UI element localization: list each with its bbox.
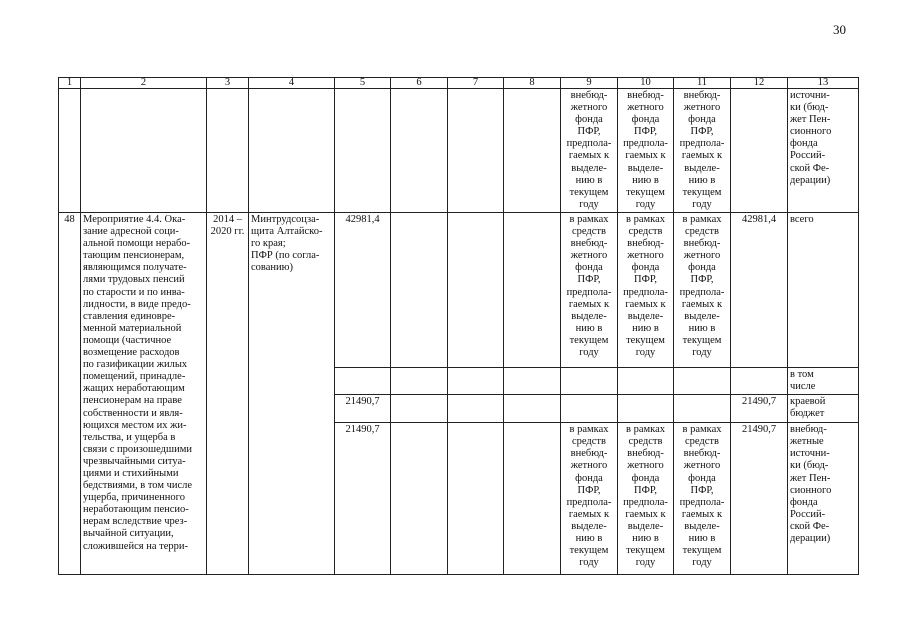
cell-empty — [448, 213, 504, 368]
activity-description: Мероприятие 4.4. Ока- зание адресной соци- альной помощи нерабо- тающим пенсионерам, являющимся получате- лями трудовых пенсий по старости и по инва- лидности, в виде предо- ставления единовре- менной материальной помощи (частичное возмещение расходов по газификации жилых помещений, принадле- жащих неработающим пенсионерам на праве собственности и явля- ющихся местом их жи- тельства, и ущерба в связи с произошедшими чрезвычайными ситуа- циями и стихийными бедствиями, в том числе ущерба, причиненного неработающим пенсио- нерам вследствие чрез- вычайной ситуации, сложившейся на терри- — [81, 213, 207, 575]
cell-empty — [448, 368, 504, 395]
header-cell: 10 — [618, 78, 674, 89]
source-label-cell: краевой бюджет — [788, 395, 859, 423]
cell-empty — [335, 89, 391, 213]
header-cell: 11 — [674, 78, 731, 89]
budget-table — [58, 77, 859, 575]
cell-empty — [391, 395, 448, 423]
cell-empty — [504, 213, 561, 368]
cell-empty — [504, 368, 561, 395]
cell-empty — [249, 89, 335, 213]
funding-source-cell: в рамках средств внебюд- жетного фонда ПФР, предпола- гаемых к выделе- нию в текущем году — [674, 213, 731, 368]
header-cell: 13 — [788, 78, 859, 89]
header-row — [59, 78, 859, 89]
continuation-row — [59, 89, 859, 213]
source-label-cell: источни- ки (бюд- жет Пен- сионного фонда Россий- ской Фе- дерации) — [788, 89, 859, 213]
header-cell: 8 — [504, 78, 561, 89]
cell-empty — [618, 395, 674, 423]
table-row — [59, 213, 859, 368]
amount-cell: 21490,7 — [335, 395, 391, 423]
funding-source-cell: в рамках средств внебюд- жетного фонда ПФР, предпола- гаемых к выделе- нию в текущем году — [618, 423, 674, 575]
cell-empty — [391, 89, 448, 213]
funding-source-cell: в рамках средств внебюд- жетного фонда ПФР, предпола- гаемых к выделе- нию в текущем году — [561, 423, 618, 575]
page-number: 30 — [833, 22, 846, 37]
cell-empty — [448, 395, 504, 423]
amount-cell: 42981,4 — [731, 213, 788, 368]
header-cell: 12 — [731, 78, 788, 89]
cell-empty — [448, 423, 504, 575]
cell-empty — [731, 368, 788, 395]
cell-empty — [448, 89, 504, 213]
amount-cell: 21490,7 — [731, 423, 788, 575]
cell-empty — [674, 368, 731, 395]
amount-cell: 21490,7 — [731, 395, 788, 423]
cell-empty — [391, 213, 448, 368]
cell-empty — [391, 368, 448, 395]
header-cell: 3 — [207, 78, 249, 89]
header-cell: 5 — [335, 78, 391, 89]
cell-empty — [561, 395, 618, 423]
funding-source-cell: внебюд- жетного фонда ПФР, предпола- гаемых к выделе- нию в текущем году — [618, 89, 674, 213]
cell-empty — [504, 423, 561, 575]
funding-source-cell: в рамках средств внебюд- жетного фонда ПФР, предпола- гаемых к выделе- нию в текущем году — [674, 423, 731, 575]
header-cell: 1 — [59, 78, 81, 89]
executor-cell: Минтрудсоцза- щита Алтайско- го края; ПФР (по согла- сованию) — [249, 213, 335, 575]
source-label-cell: внебюд- жетные источни- ки (бюд- жет Пен- сионного фонда Россий- ской Фе- дерации) — [788, 423, 859, 575]
header-cell: 9 — [561, 78, 618, 89]
cell-empty — [618, 368, 674, 395]
cell-empty — [391, 423, 448, 575]
amount-cell: 42981,4 — [335, 213, 391, 368]
cell-empty — [674, 395, 731, 423]
cell-empty — [731, 89, 788, 213]
row-number: 48 — [59, 213, 81, 575]
cell-empty — [561, 368, 618, 395]
source-label-cell: в том числе — [788, 368, 859, 395]
cell-empty — [81, 89, 207, 213]
cell-empty — [504, 89, 561, 213]
funding-source-cell: внебюд- жетного фонда ПФР, предпола- гаемых к выделе- нию в текущем году — [561, 89, 618, 213]
cell-empty — [59, 89, 81, 213]
funding-source-cell: в рамках средств внебюд- жетного фонда ПФР, предпола- гаемых к выделе- нию в текущем году — [618, 213, 674, 368]
period-cell: 2014 – 2020 гг. — [207, 213, 249, 575]
funding-source-cell: в рамках средств внебюд- жетного фонда ПФР, предпола- гаемых к выделе- нию в текущем году — [561, 213, 618, 368]
cell-empty — [207, 89, 249, 213]
cell-empty — [335, 368, 391, 395]
cell-empty — [504, 395, 561, 423]
amount-cell: 21490,7 — [335, 423, 391, 575]
header-cell: 4 — [249, 78, 335, 89]
funding-source-cell: внебюд- жетного фонда ПФР, предпола- гаемых к выделе- нию в текущем году — [674, 89, 731, 213]
header-cell: 7 — [448, 78, 504, 89]
header-cell: 6 — [391, 78, 448, 89]
source-label-cell: всего — [788, 213, 859, 368]
header-cell: 2 — [81, 78, 207, 89]
